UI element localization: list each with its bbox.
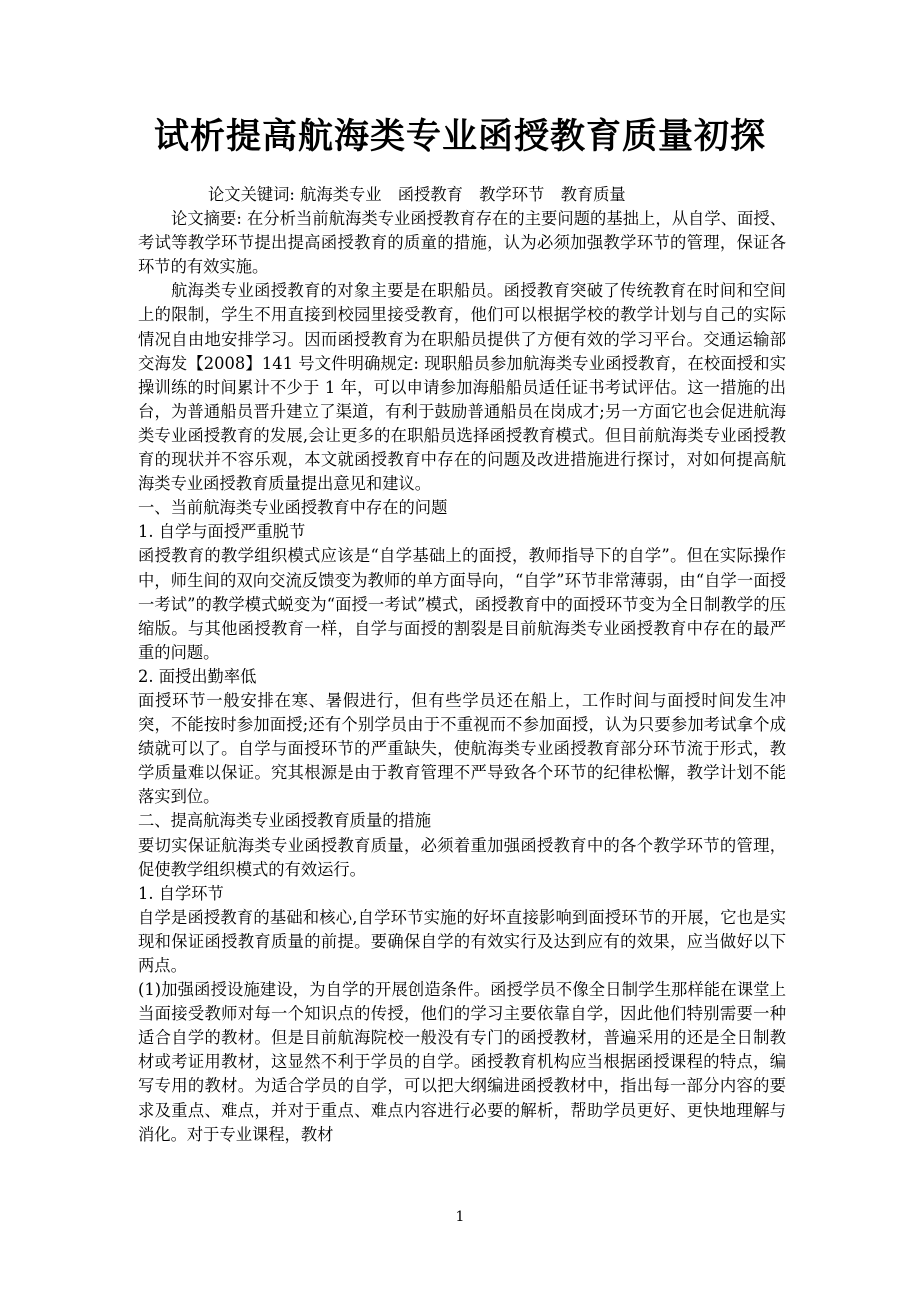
subheading-1-2: 2. 面授出勤率低 — [138, 666, 257, 686]
paragraph-2-intro: 要切实保证航海类专业函授教育质量，必须着重加强函授教育中的各个教学环节的管理，促使教学组织模式的有效运行。 — [138, 835, 786, 879]
intro-paragraph: 航海类专业函授教育的对象主要是在职船员。函授教育突破了传统教育在时间和空间上的限制，学生不用直接到校园里接受教育，他们可以根据学校的教学计划与自己的实际情况自由地安排学习。因而函授教育为在职船员提供了方便有效的学习平台。交通运输部交海发【2008】141 号文件明确规定: 现职船员参加航海类专业函授教育，在校面授和实操训练的时间累计不少于 1 年，可以申请参加海船船员适任证书考试评估。这一措施的出台，为普通船员晋升建立了渠道，有利于鼓励普通船员在岗成才;另一方面它也会促进航海类专业函授教育的发展,会让更多的在职船员选择函授教育模式。但目前航海类专业函授教育的现状并不容乐观，本文就函授教育中存在的问题及改进措施进行探讨，对如何提高航海类专业函授教育质量提出意见和建议。 — [138, 281, 786, 494]
keywords-line: 论文关键词: 航海类专业 函授教育 教学环节 教育质量 — [208, 185, 626, 204]
paragraph-1-1: 函授教育的教学组织模式应该是“自学基础上的面授，教师指导下的自学”。但在实际操作中，师生间的双向交流反馈变为教师的单方面导向，“自学”环节非常薄弱，由“自学一面授一考试”的教学模式蜕变为“面授一考试”模式，函授教育中的面授环节变为全日制教学的压缩版。与其他函授教育一样，自学与面授的割裂是目前航海类专业函授教育中存在的最严重的问题。 — [138, 546, 786, 662]
subheading-1-1: 1. 自学与面授严重脱节 — [138, 522, 306, 542]
paragraph-2-1-1: (1)加强函授设施建设，为自学的开展创造条件。函授学员不像全日制学生那样能在课堂上当面接受教师对每一个知识点的传授，他们的学习主要依靠自学，因此他们特别需要一种适合自学的教材。但是目前航海院校一般没有专门的函授教材，普遍采用的还是全日制教材或考证用教材，这显然不利于学员的自学。函授教育机构应当根据函授课程的特点，编写专用的教材。为适合学员的自学，可以把大纲编进函授教材中，指出每一部分内容的要求及重点、难点，并对于重点、难点内容进行必要的解析，帮助学员更好、更快地理解与消化。对于专业课程，教材 — [138, 980, 786, 1144]
section-heading-2: 二、提高航海类专业函授教育质量的措施 — [138, 811, 432, 831]
paragraph-1-2: 面授环节一般安排在寒、暑假进行，但有些学员还在船上，工作时间与面授时间发生冲突，不能按时参加面授;还有个别学员由于不重视而不参加面授，认为只要参加考试拿个成绩就可以了。自学与面授环节的严重缺失，使航海类专业函授教育部分环节流于形式，教学质量难以保证。究其根源是由于教育管理不严导致各个环节的纪律松懈，教学计划不能落实到位。 — [138, 690, 786, 807]
paragraph-2-1: 自学是函授教育的基础和核心,自学环节实施的好坏直接影响到面授环节的开展，它也是实现和保证函授教育质量的前提。要确保自学的有效实行及达到应有的效果，应当做好以下两点。 — [138, 907, 786, 975]
document-title: 试析提高航海类专业函授教育质量初探 — [153, 117, 766, 157]
section-heading-1: 一、当前航海类专业函授教育中存在的问题 — [138, 498, 448, 518]
subheading-2-1: 1. 自学环节 — [138, 883, 224, 903]
abstract-paragraph: 论文摘要: 在分析当前航海类专业函授教育存在的主要问题的基拙上，从自学、面授、考试等教学环节提出提高函授教育的质童的措施，认为必须加强教学环节的管理，保证各环节的有效实施。 — [138, 209, 786, 277]
document-body — [138, 183, 786, 1147]
page-number: 1 — [455, 1209, 465, 1225]
